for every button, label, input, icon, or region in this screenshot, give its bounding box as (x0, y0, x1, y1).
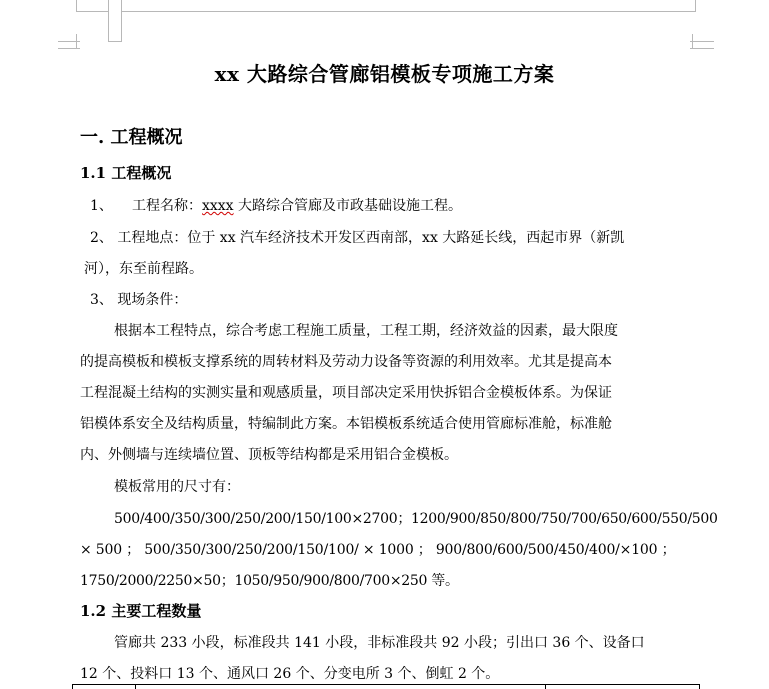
crop-mark (76, 34, 77, 48)
crop-mark (690, 48, 714, 49)
spellcheck-flagged-word[interactable]: xxxx (202, 198, 234, 214)
table-border (135, 684, 136, 689)
crop-mark (692, 34, 693, 48)
table-border (545, 684, 546, 689)
page-header-tab (108, 0, 122, 42)
subsection-heading: 1.1 工程概况 (80, 164, 172, 182)
list-item-number: 1、 (90, 198, 113, 214)
paragraph-line: 12 个、投料口 13 个、通风口 26 个、分变电所 3 个、倒虹 2 个。 (80, 666, 500, 682)
paragraph-line: 根据本工程特点，综合考虑工程施工质量，工程工期，经济效益的因素，最大限度 (114, 323, 618, 339)
table-border (72, 684, 73, 689)
paragraph-line: 工程混凝土结构的实测实量和观感质量，项目部决定采用快拆铝合金模板体系。为保证 (80, 385, 612, 401)
document-title: xx 大路综合管廊铝模板专项施工方案 (214, 62, 555, 86)
sizes-line: 1750/2000/2250×50；1050/950/900/800/700×250 等。 (80, 573, 459, 589)
page-header-frame (76, 0, 696, 12)
list-item-text: 大路综合管廊及市政基础设施工程。 (233, 198, 463, 214)
table-border (699, 684, 700, 689)
list-item-label: 工程名称： (132, 198, 202, 214)
list-item-project-name (80, 195, 692, 215)
paragraph-line: 的提高模板和模板支撑系统的周转材料及劳动力设备等资源的利用效率。尤其是提高本 (80, 354, 612, 370)
list-item-site-conditions: 3、 现场条件： (90, 292, 188, 308)
paragraph-line: 管廊共 233 小段，标准段共 141 小段，非标准段共 92 小段；引出口 36 个、设备口 (114, 635, 645, 651)
crop-mark (58, 48, 80, 49)
sizes-intro: 模板常用的尺寸有： (114, 479, 240, 495)
sizes-line: × 500 ； 500/350/300/250/200/150/100/ × 1000 ； 900/800/600/500/450/400/×100 ； (80, 542, 676, 558)
section-heading: 一. 工程概况 (80, 127, 183, 148)
sizes-line: 500/400/350/300/250/200/150/100×2700；1200/900/850/800/750/700/650/600/550/500 (114, 511, 718, 527)
list-item-location: 2、 工程地点：位于 xx 汽车经济技术开发区西南部，xx 大路延长线，西起市界（新凯 (90, 230, 625, 246)
subsection-heading: 1.2 主要工程数量 (80, 602, 202, 620)
paragraph-line: 铝模体系安全及结构质量，特编制此方案。本铝模板系统适合使用管廊标准舱，标准舱 (80, 416, 612, 432)
list-item-location-cont: 河），东至前程路。 (84, 261, 203, 277)
paragraph-line: 内、外侧墙与连续墙位置、顶板等结构都是采用铝合金模板。 (80, 447, 458, 463)
crop-mark (690, 41, 714, 42)
table-border (72, 684, 700, 685)
